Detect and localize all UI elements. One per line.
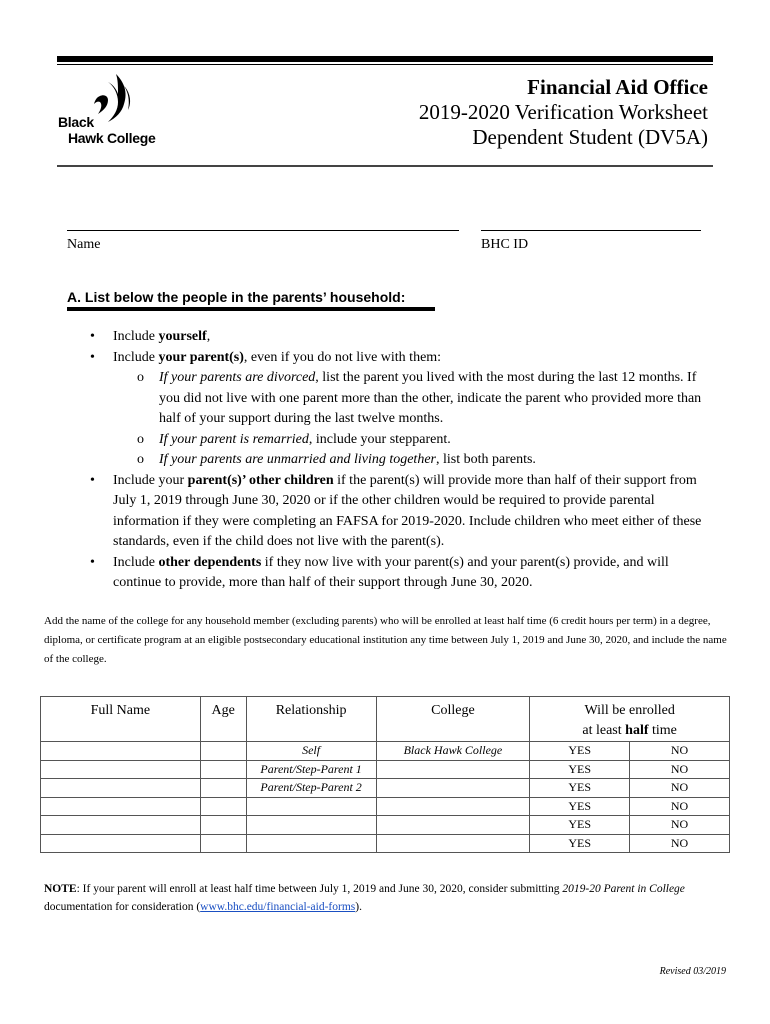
item-bold: your parent(s) [158,349,244,365]
name-field-line[interactable] [67,230,459,231]
item-bold: parent(s)’ other children [187,472,334,488]
no-option[interactable]: NO [630,834,730,853]
forms-link[interactable]: www.bhc.edu/financial-aid-forms [200,901,356,913]
note-emphasis: 2019-20 Parent in College [562,883,685,895]
enrolled-line-2 [534,721,725,741]
sub-item-emphasis: If your parents are divorced [159,370,316,385]
logo-line-2: Hawk College [68,130,156,146]
note-text: documentation for consideration ( [44,901,201,913]
college-cell[interactable]: Black Hawk College [376,742,530,761]
college-cell[interactable] [376,779,530,798]
age-cell[interactable] [200,797,246,816]
header-rule-thick [57,56,713,62]
relationship-cell: Parent/Step-Parent 1 [246,760,376,779]
item-text: Include [113,554,159,570]
college-instruction: Add the name of the college for any household member (excluding parents) who will be enrolled at least half time (6 credit hours per term) in a degree, diploma, or certificate program at an eligible postsecondary educational institution any time between July 1, 2019 and June 30, 2020, and include the name of the college. [44,615,727,665]
name-label: Name [67,237,101,252]
full-name-cell[interactable] [41,760,201,779]
document-header [419,74,708,150]
bullet: • [90,329,95,344]
enrolled-text: time [648,723,677,738]
col-header-enrolled [530,697,730,742]
household-table [40,696,730,853]
relationship-cell[interactable] [246,816,376,835]
col-header-college: College [376,697,530,742]
yes-option[interactable]: YES [530,797,630,816]
yes-option[interactable]: YES [530,816,630,835]
relationship-cell: Parent/Step-Parent 2 [246,779,376,798]
bullet: • [90,349,95,365]
bhc-id-label: BHC ID [481,237,529,252]
enrolled-line-1: Will be enrolled [584,703,675,718]
worksheet-type: Dependent Student (DV5A) [472,125,708,149]
list-item [90,553,720,594]
note-text: ). [355,901,362,913]
item-text: , [206,329,211,344]
item-bold: yourself [158,329,207,344]
item-text: if the parent(s) will provide more than half of their support from July 1, 2019 through June 30, 2020 or if the other children would be required to provide parental information if they were completing an FAFSA for 2019-2020. Include children who meet either of these standards, even if the child does not live with the parent(s). [113,472,702,549]
sub-item-text: , include your stepparent. [308,431,451,447]
section-a-heading: A. List below the people in the parents’ household: [67,289,406,305]
sub-item-emphasis: If your parent is remarried [159,431,309,447]
no-option[interactable]: NO [630,760,730,779]
yes-option[interactable]: YES [530,742,630,761]
enrolled-text: at least [582,723,626,738]
age-cell[interactable] [200,742,246,761]
item-text: Include [113,329,159,344]
household-instructions-list [90,327,720,594]
table-row [41,742,730,761]
list-item [90,348,720,369]
yes-option[interactable]: YES [530,779,630,798]
office-title: Financial Aid Office [527,75,708,99]
item-text: Include your [113,472,188,488]
header-divider [57,165,713,167]
relationship-cell[interactable] [246,834,376,853]
sub-marker: o [137,431,144,447]
full-name-cell[interactable] [41,742,201,761]
table-row [41,760,730,779]
age-cell[interactable] [200,760,246,779]
table-row [41,834,730,853]
relationship-cell[interactable] [246,797,376,816]
item-bold: other dependents [158,554,262,570]
enrolled-bold: half [625,723,649,738]
college-cell[interactable] [376,816,530,835]
full-name-cell[interactable] [41,834,201,853]
relationship-cell: Self [246,742,376,761]
worksheet-title: 2019-2020 Verification Worksheet [418,100,708,124]
note-label: NOTE [44,883,77,895]
full-name-cell[interactable] [41,816,201,835]
sub-item-text: , list the parent you lived with the most during the last 12 months. If you did not live with one parent more than the other, indicate the parent who provided more than half of your support during the last twelve months. [159,370,702,426]
table-header-row [41,697,730,742]
sub-marker: o [137,452,144,467]
sub-item-emphasis: If your parents are unmarried and living together [159,452,436,467]
full-name-cell[interactable] [41,779,201,798]
college-logo [58,74,173,154]
age-cell[interactable] [200,779,246,798]
college-cell[interactable] [376,797,530,816]
table-row [41,816,730,835]
item-text: , even if you do not live with them: [243,349,442,365]
list-item [90,327,720,348]
yes-option[interactable]: YES [530,834,630,853]
no-option[interactable]: NO [630,742,730,761]
sub-marker: o [137,370,144,385]
age-cell[interactable] [200,816,246,835]
college-cell[interactable] [376,760,530,779]
item-text: if they now live with your parent(s) and your parent(s) provide, and will continue to provide, more than half of their support through June 30, 2020. [113,554,669,590]
no-option[interactable]: NO [630,779,730,798]
sub-list-item [90,368,720,430]
table-row [41,797,730,816]
item-text: Include [113,349,159,365]
section-a-underline [67,307,435,311]
logo-wordmark [58,114,155,146]
sub-list-item [90,450,720,471]
bullet: • [90,554,95,570]
sub-list-item [90,430,720,451]
parent-in-college-note [44,880,734,916]
revision-date: Revised 03/2019 [659,966,726,977]
full-name-cell[interactable] [41,797,201,816]
yes-option[interactable]: YES [530,760,630,779]
col-header-full-name: Full Name [41,697,201,742]
col-header-relationship: Relationship [246,697,376,742]
logo-line-1: Black [58,114,94,130]
bullet: • [90,472,95,488]
sub-item-text: , list both parents. [436,452,536,467]
college-cell[interactable] [376,834,530,853]
list-item [90,471,720,553]
col-header-age: Age [200,697,246,742]
no-option[interactable]: NO [630,816,730,835]
header-rule-thin [57,64,713,65]
note-text: : If your parent will enroll at least half time between July 1, 2019 and June 30, 2020, consider submitting [76,883,563,895]
no-option[interactable]: NO [630,797,730,816]
bhc-id-field-line[interactable] [481,230,701,231]
table-row [41,779,730,798]
age-cell[interactable] [200,834,246,853]
